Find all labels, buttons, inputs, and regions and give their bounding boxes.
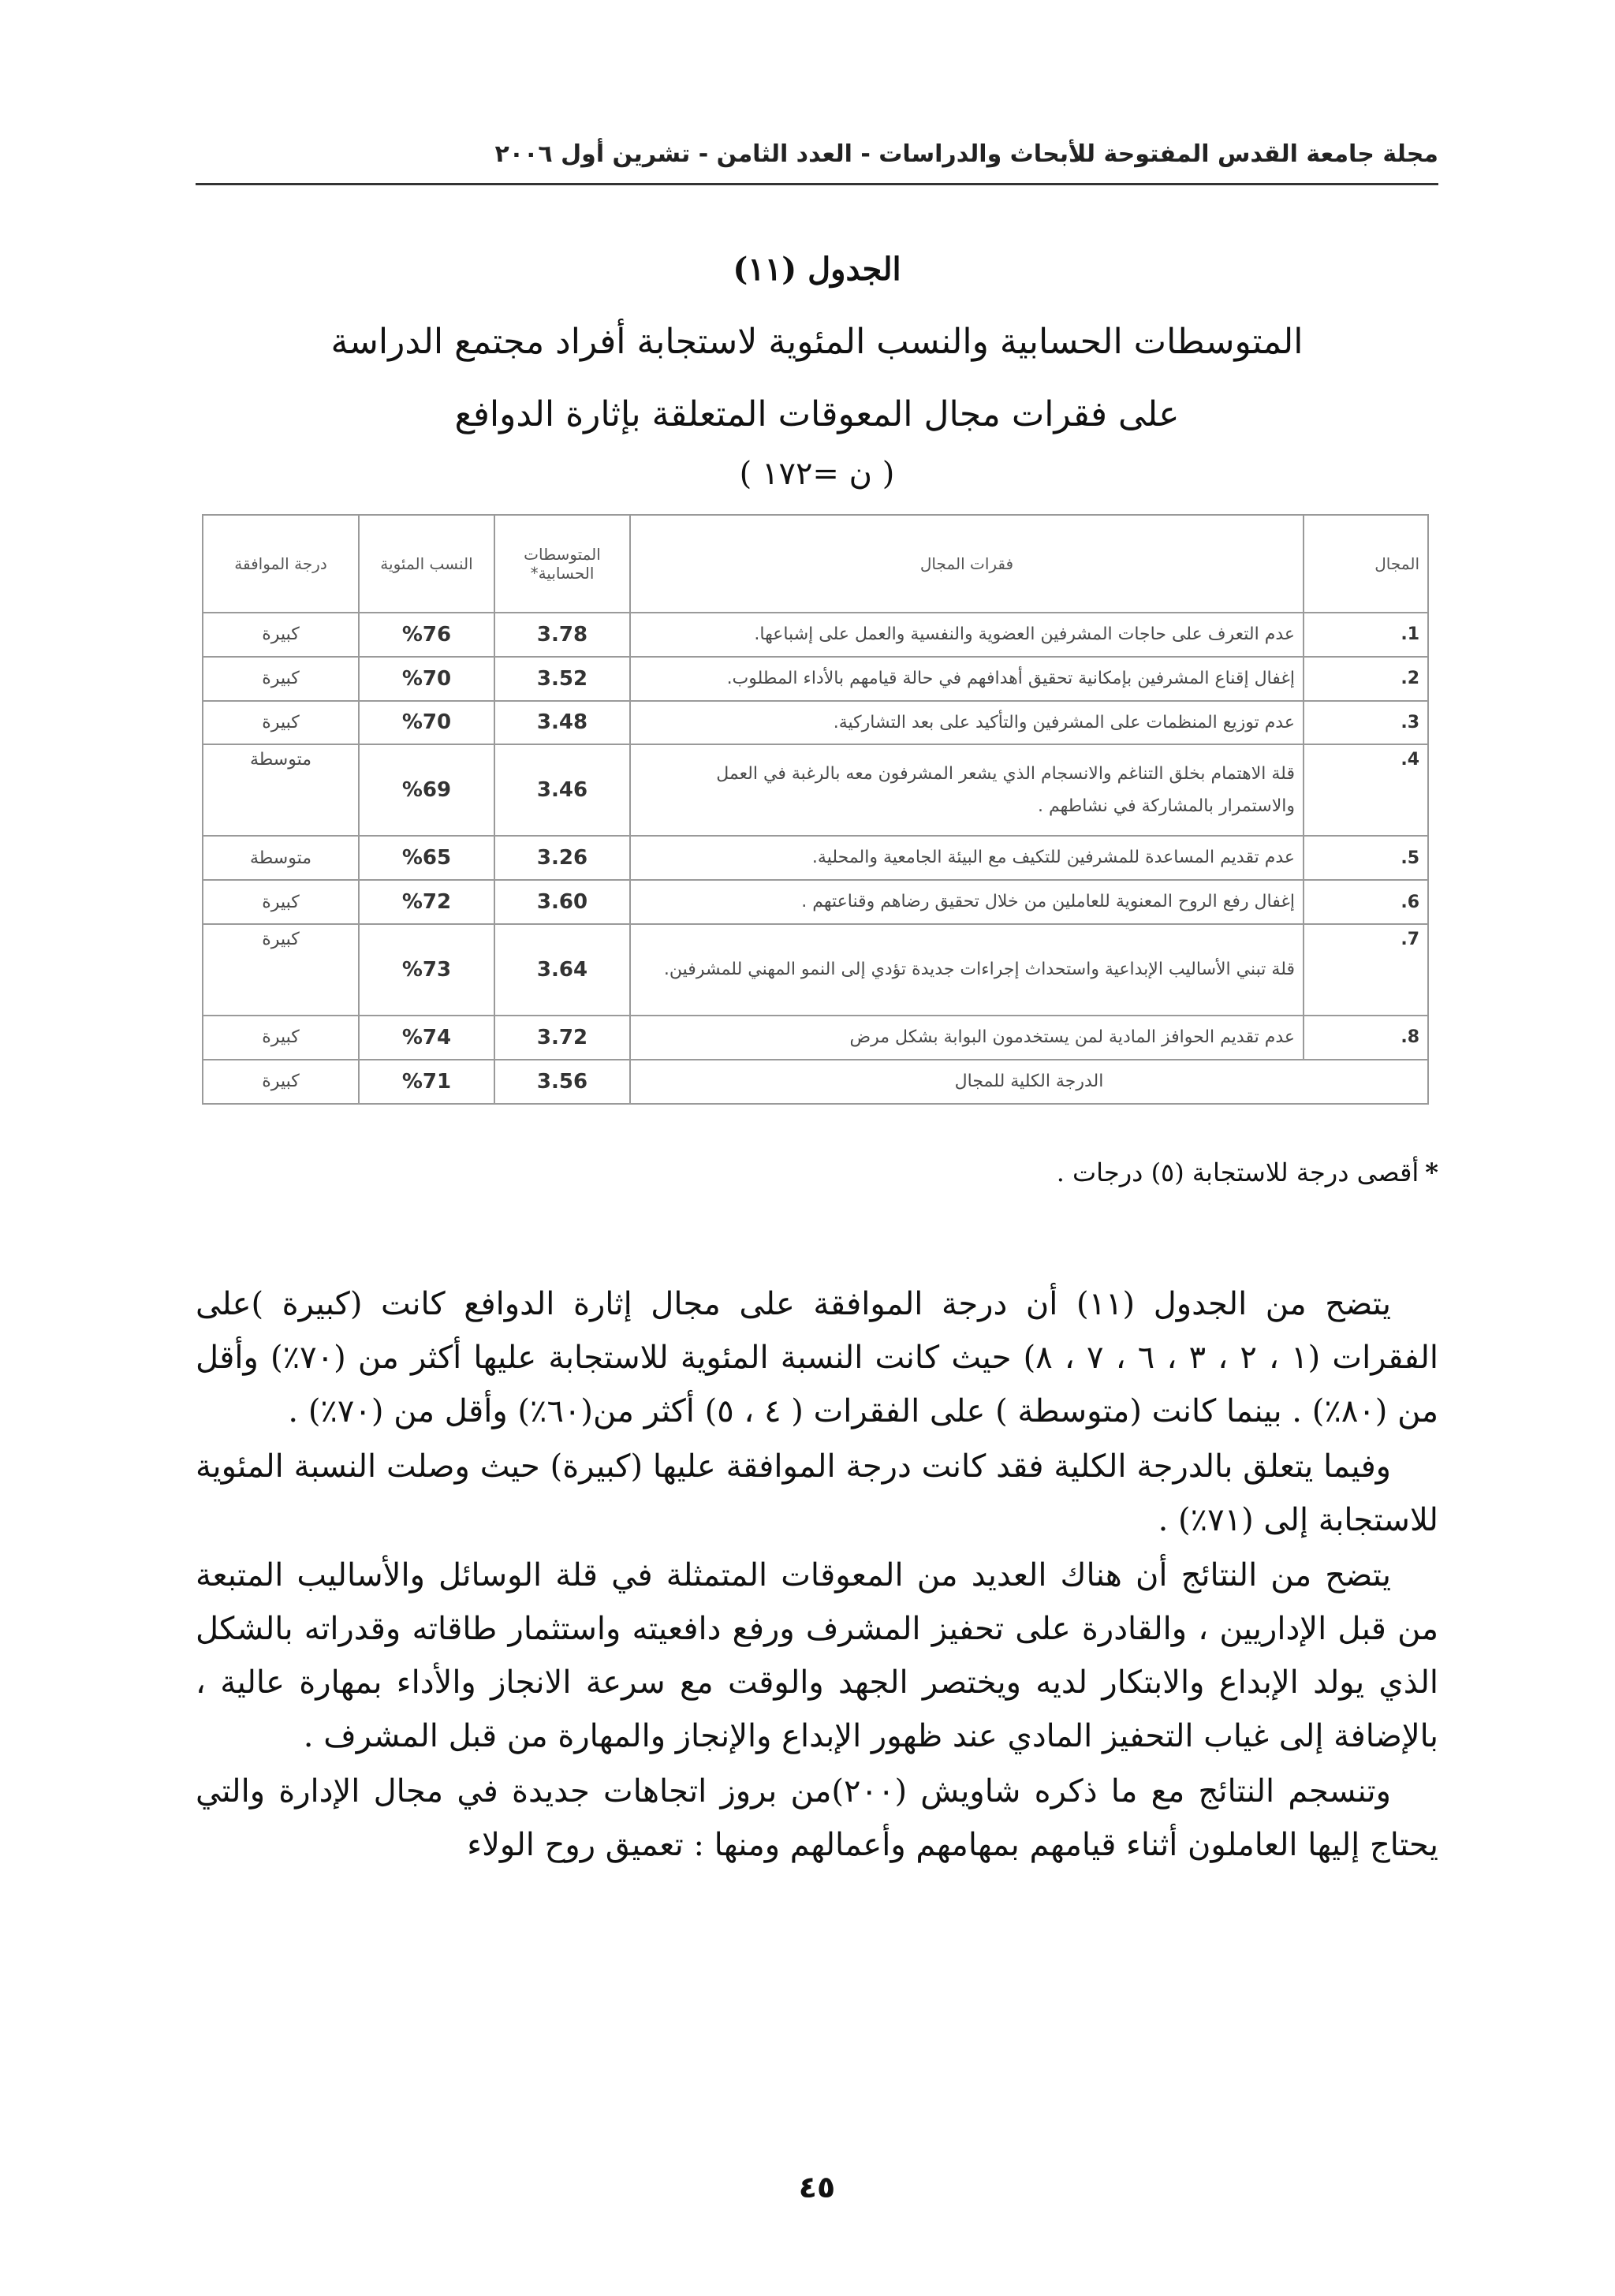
row-number: 6.: [1304, 880, 1428, 924]
row-number: 1.: [1304, 613, 1428, 657]
row-percent: %70: [359, 701, 494, 745]
row-mean: 3.52: [494, 657, 630, 701]
table-footnote: [196, 1157, 1438, 1187]
row-item: عدم تقديم الحوافز المادية لمن يستخدمون البوابة بشكل مرض: [630, 1016, 1304, 1060]
paragraph: وفيما يتعلق بالدرجة الكلية فقد كانت درجة الموافقة عليها (كبيرة) حيث وصلت النسبة المئوية للاستجابة إلى (٧١٪) .: [196, 1448, 1438, 1538]
row-mean: 3.64: [494, 924, 630, 1016]
total-percent: %71: [359, 1060, 494, 1104]
row-item: قلة تبني الأساليب الإبداعية واستحداث إجراءات جديدة تؤدي إلى النمو المهني للمشرفين.: [630, 924, 1304, 1016]
table-number: الجدول (١١): [733, 251, 901, 288]
row-percent: %73: [359, 924, 494, 1016]
row-item: إغفال إقناع المشرفين بإمكانية تحقيق أهدافهم في حالة قيامهم بالأداء المطلوب.: [630, 657, 1304, 701]
row-item: إغفال رفع الروح المعنوية للعاملين من خلال تحقيق رضاهم وقناعتهم .: [630, 880, 1304, 924]
header-items: فقرات المجال: [630, 515, 1304, 613]
table-row: [203, 657, 1428, 701]
row-number: 4.: [1304, 744, 1428, 836]
row-mean: 3.72: [494, 1016, 630, 1060]
table-row: [203, 613, 1428, 657]
table-row: [203, 701, 1428, 745]
row-number: 3.: [1304, 701, 1428, 745]
table-title-line2: على فقرات مجال المعوقات المتعلقة بإثارة الدوافع: [454, 394, 1180, 434]
table-header-row: [203, 515, 1428, 613]
row-percent: %74: [359, 1016, 494, 1060]
table-row: [203, 1016, 1428, 1060]
row-level: متوسطة: [203, 744, 359, 836]
body-text: [196, 1277, 1438, 1872]
row-mean: 3.48: [494, 701, 630, 745]
row-number: 7.: [1304, 924, 1428, 1016]
row-level: كبيرة: [203, 701, 359, 745]
footnote-asterisk: *: [1425, 1157, 1438, 1187]
total-level: كبيرة: [203, 1060, 359, 1104]
paragraph: وتنسجم النتائج مع ما ذكره شاويش (٢٠٠)من بروز اتجاهات جديدة في مجال الإدارة والتي يحتاج إليها العاملون أثناء قيامهم بمهامهم وأعمالهم ومنها : تعميق روح الولاء: [196, 1773, 1438, 1863]
header-means: المتوسطات الحسابية*: [494, 515, 630, 613]
row-mean: 3.78: [494, 613, 630, 657]
table-row: [203, 880, 1428, 924]
table-total-row: [203, 1060, 1428, 1104]
header-rule: [196, 183, 1438, 185]
row-number: 5.: [1304, 836, 1428, 880]
row-item: عدم التعرف على حاجات المشرفين العضوية والنفسية والعمل على إشباعها.: [630, 613, 1304, 657]
row-number: 2.: [1304, 657, 1428, 701]
total-mean: 3.56: [494, 1060, 630, 1104]
table-row: [203, 924, 1428, 1016]
row-level: كبيرة: [203, 880, 359, 924]
running-header: مجلة جامعة القدس المفتوحة للأبحاث والدراسات - العدد الثامن - تشرين أول ٢٠٠٦: [494, 140, 1438, 168]
results-table: [202, 514, 1429, 1105]
row-level: متوسطة: [203, 836, 359, 880]
total-label: الدرجة الكلية للمجال: [630, 1060, 1428, 1104]
table-row: [203, 744, 1428, 836]
table-sample-size: ( ن =١٧٢ ): [739, 456, 895, 492]
row-mean: 3.60: [494, 880, 630, 924]
row-item: عدم توزيع المنظمات على المشرفين والتأكيد على بعد التشاركية.: [630, 701, 1304, 745]
row-level: كبيرة: [203, 657, 359, 701]
row-number: 8.: [1304, 1016, 1428, 1060]
row-mean: 3.26: [494, 836, 630, 880]
row-level: كبيرة: [203, 924, 359, 1016]
row-mean: 3.46: [494, 744, 630, 836]
header-percent: النسب المئوية: [359, 515, 494, 613]
paragraph: يتضح من الجدول (١١) أن درجة الموافقة على مجال إثارة الدوافع كانت (كبيرة )على الفقرات (١ ، ٢ ، ٣ ، ٦ ، ٧ ، ٨) حيث كانت النسبة المئوية للاستجابة عليها أكثر من (٧٠٪) وأقل من (٨٠٪) . بينما كانت (متوسطة ) على الفقرات ( ٤ ، ٥) أكثر من(٦٠٪) وأقل من (٧٠٪) .: [196, 1286, 1439, 1429]
row-item: عدم تقديم المساعدة للمشرفين للتكيف مع البيئة الجامعية والمحلية.: [630, 836, 1304, 880]
row-level: كبيرة: [203, 613, 359, 657]
page-number: ٤٥: [798, 2170, 836, 2205]
footnote-text: أقصى درجة للاستجابة (٥) درجات .: [1056, 1157, 1419, 1187]
row-level: كبيرة: [203, 1016, 359, 1060]
row-percent: %76: [359, 613, 494, 657]
row-percent: %65: [359, 836, 494, 880]
table-row: [203, 836, 1428, 880]
row-percent: %72: [359, 880, 494, 924]
header-field: المجال: [1304, 515, 1428, 613]
row-percent: %69: [359, 744, 494, 836]
row-percent: %70: [359, 657, 494, 701]
header-level: درجة الموافقة: [203, 515, 359, 613]
row-item: قلة الاهتمام بخلق التناغم والانسجام الذي يشعر المشرفون معه بالرغبة في العمل والاستمرار بالمشاركة في نشاطهم .: [630, 744, 1304, 836]
table-title-line1: المتوسطات الحسابية والنسب المئوية لاستجابة أفراد مجتمع الدراسة: [330, 322, 1304, 362]
paragraph: يتضح من النتائج أن هناك العديد من المعوقات المتمثلة في قلة الوسائل والأساليب المتبعة من قبل الإداريين ، والقادرة على تحفيز المشرف ورفع دافعيته واستثمار طاقاته وقدراته بالشكل الذي يولد الإبداع والابتكار لديه ويختصر الجهد والوقت مع سرعة الانجاز والأداء بمهارة عالية ، بالإضافة إلى غياب التحفيز المادي عند ظهور الإبداع والإنجاز والمهارة من قبل المشرف .: [196, 1557, 1438, 1754]
